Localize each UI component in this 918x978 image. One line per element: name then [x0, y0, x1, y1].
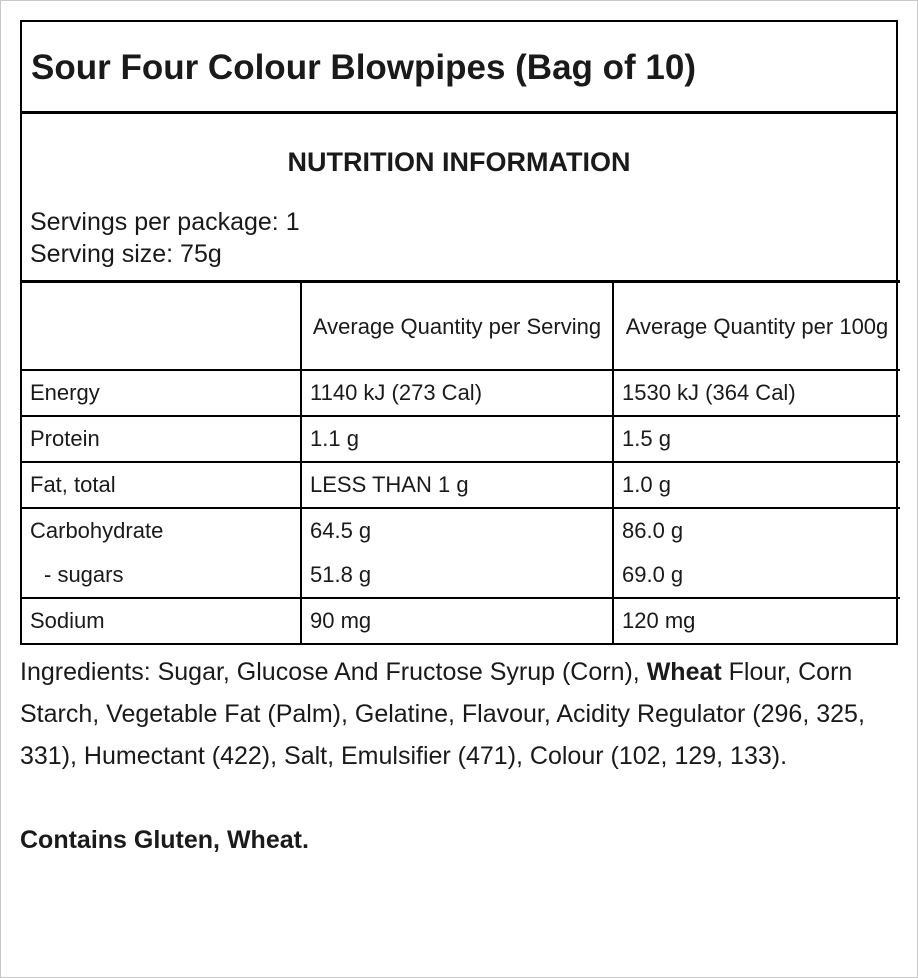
per-100g-value: 1.5 g — [613, 416, 900, 462]
per-serving-value: 90 mg — [301, 598, 613, 643]
header-cell-nutrient — [22, 282, 301, 371]
nutrition-table — [22, 280, 900, 643]
table-row-protein — [22, 416, 900, 462]
nutrient-name: Carbohydrate — [30, 518, 164, 543]
table-row-carbohydrate — [22, 508, 900, 598]
table-row-energy — [22, 370, 900, 416]
table-header-row — [22, 282, 900, 371]
per-100g-value: 120 mg — [613, 598, 900, 643]
per-serving-value: 1.1 g — [301, 416, 613, 462]
per-100g-value: 86.0 g — [622, 518, 684, 543]
nutrition-info-header — [22, 114, 896, 280]
allergen-statement: Contains Gluten, Wheat. — [20, 826, 309, 854]
sub-nutrient-name: - sugars — [44, 562, 124, 587]
per-serving-value: 1140 kJ (273 Cal) — [301, 370, 613, 416]
nutrition-panel — [20, 20, 898, 645]
product-title: Sour Four Colour Blowpipes (Bag of 10) — [22, 22, 896, 114]
per-100g-cell — [613, 508, 900, 598]
per-serving-value: 64.5 g — [310, 518, 372, 543]
ingredients-prefix: Ingredients: Sugar, Glucose And Fructose Syrup (Corn), — [20, 658, 647, 686]
ingredients-suffix: Flour, Corn Starch, Vegetable Fat (Palm), Gelatine, Flavour, Acidity Regulator (296, 325, 331), Humectant (422), Salt, Emulsifier (471), Colour (102, 129, 133). — [20, 658, 865, 770]
servings-per-package: Servings per package: 1 — [30, 208, 300, 236]
header-cell-per-100g: Average Quantity per 100g — [613, 282, 900, 371]
nutrient-name-cell — [22, 508, 301, 598]
nutrition-heading: NUTRITION INFORMATION — [287, 147, 631, 177]
per-100g-value: 1530 kJ (364 Cal) — [613, 370, 900, 416]
nutrient-name: Fat, total — [22, 462, 301, 508]
sugars-per-serving-value: 51.8 g — [310, 562, 372, 587]
header-cell-per-serving: Average Quantity per Serving — [301, 282, 613, 371]
allergen-highlight: Wheat — [646, 658, 722, 686]
nutrient-name: Energy — [22, 370, 301, 416]
sugars-per-100g-value: 69.0 g — [622, 562, 684, 587]
nutrient-name: Sodium — [22, 598, 301, 643]
nutrient-name: Protein — [22, 416, 301, 462]
ingredients-text — [20, 651, 890, 777]
table-row-sodium — [22, 598, 900, 643]
table-row-fat — [22, 462, 900, 508]
serving-details — [30, 206, 300, 270]
serving-size: Serving size: 75g — [30, 240, 222, 268]
per-serving-value: LESS THAN 1 g — [301, 462, 613, 508]
per-serving-cell — [301, 508, 613, 598]
per-100g-value: 1.0 g — [613, 462, 900, 508]
